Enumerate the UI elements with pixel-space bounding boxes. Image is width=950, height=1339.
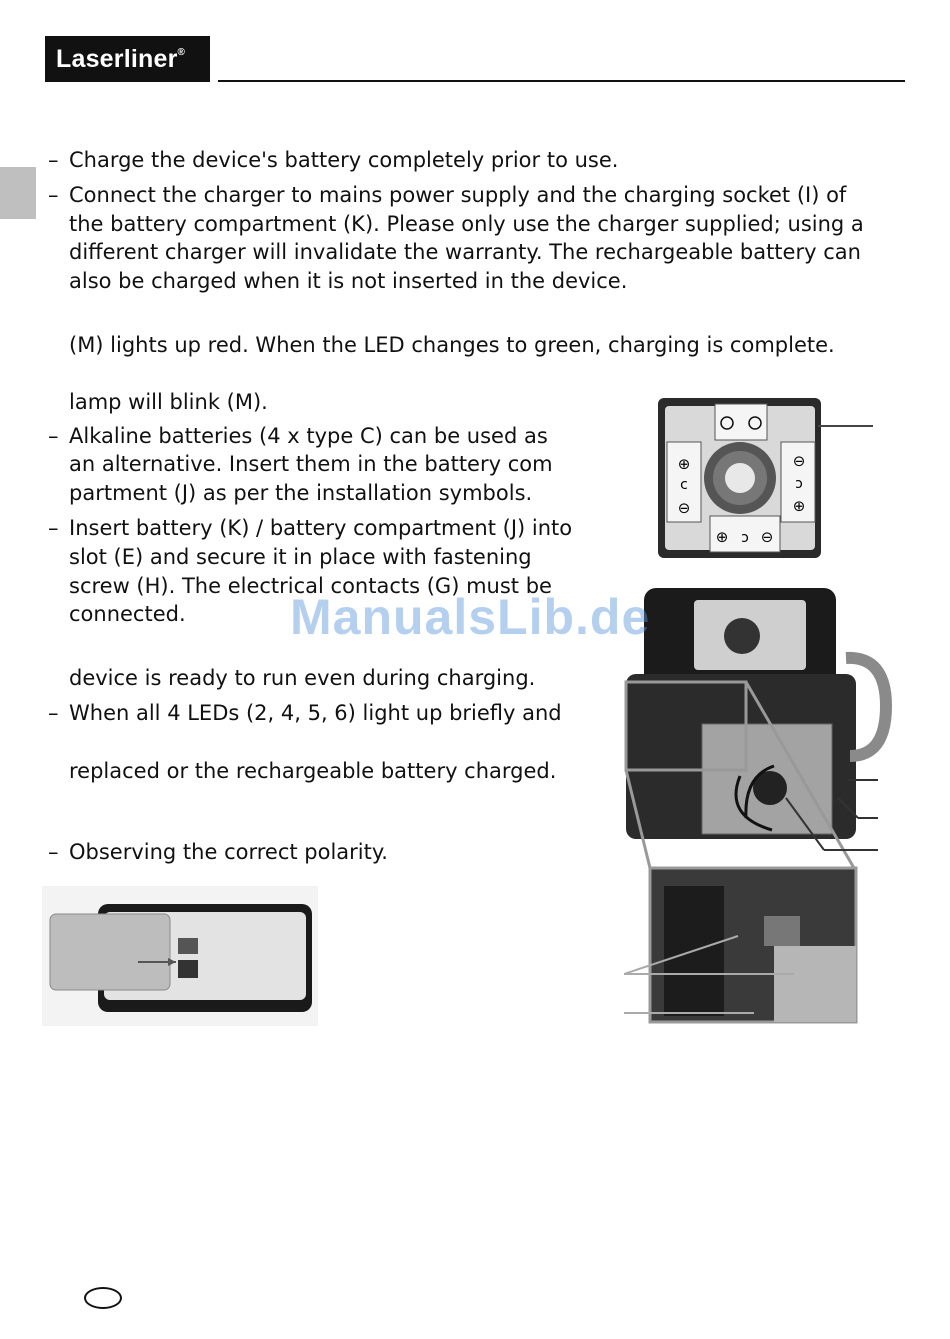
brand-logo [45, 36, 210, 82]
bullet-dash: – [48, 424, 59, 448]
bullet-dash: – [48, 148, 59, 172]
text-line: When all 4 LEDs (2, 4, 5, 6) light up briefly and [69, 701, 562, 725]
bullet-dash: – [48, 183, 59, 207]
charger-socket-figure [42, 886, 318, 1026]
bullet-dash: – [48, 840, 59, 864]
header-rule [218, 80, 905, 82]
text-line: partment (J) as per the installation symbols. [69, 481, 533, 505]
svg-text:⊕: ⊕ [677, 455, 691, 473]
svg-text:⊖: ⊖ [677, 499, 691, 517]
text-line: lamp will blink (M). [69, 390, 268, 414]
svg-text:ɔ: ɔ [741, 530, 749, 546]
watermark: ManualsLib.de [290, 589, 651, 645]
text-line: Observing the correct polarity. [69, 840, 388, 864]
svg-text:⊕: ⊕ [715, 528, 729, 546]
text-line: also be charged when it is not inserted in the device. [69, 269, 628, 293]
text-line: (M) lights up red. When the LED changes to green, charging is complete. [69, 333, 835, 357]
text-line: slot (E) and secure it in place with fastening [69, 545, 532, 569]
svg-text:ɔ: ɔ [795, 476, 803, 492]
battery-compartment-figure [655, 396, 875, 562]
device-photo-figure [624, 586, 904, 1026]
brand-name: Laserliner [56, 45, 178, 73]
bullet-dash: – [48, 701, 59, 725]
bullet-dash: – [48, 516, 59, 540]
language-badge [84, 1287, 122, 1309]
svg-text:⊖: ⊖ [760, 528, 774, 546]
text-line: an alternative. Insert them in the battery com [69, 452, 553, 476]
text-line: the battery compartment (K). Please only use the charger supplied; using a [69, 212, 864, 236]
svg-text:⊖: ⊖ [792, 452, 806, 470]
registered-mark: ® [177, 47, 186, 58]
svg-text:⊕: ⊕ [792, 497, 806, 515]
text-line: different charger will invalidate the warranty. The rechargeable battery can [69, 240, 861, 264]
text-line: screw (H). The electrical contacts (G) must be [69, 574, 552, 598]
svg-text:c: c [680, 477, 688, 493]
text-line: Alkaline batteries (4 x type C) can be used as [69, 424, 548, 448]
text-line: Connect the charger to mains power supply and the charging socket (I) of [69, 183, 847, 207]
side-language-tab [0, 167, 36, 219]
text-line: Insert battery (K) / battery compartment (J) into [69, 516, 573, 540]
text-line: replaced or the rechargeable battery charged. [69, 759, 557, 783]
text-line: connected. [69, 602, 186, 626]
text-line: Charge the device's battery completely prior to use. [69, 148, 619, 172]
text-line: device is ready to run even during charging. [69, 666, 536, 690]
